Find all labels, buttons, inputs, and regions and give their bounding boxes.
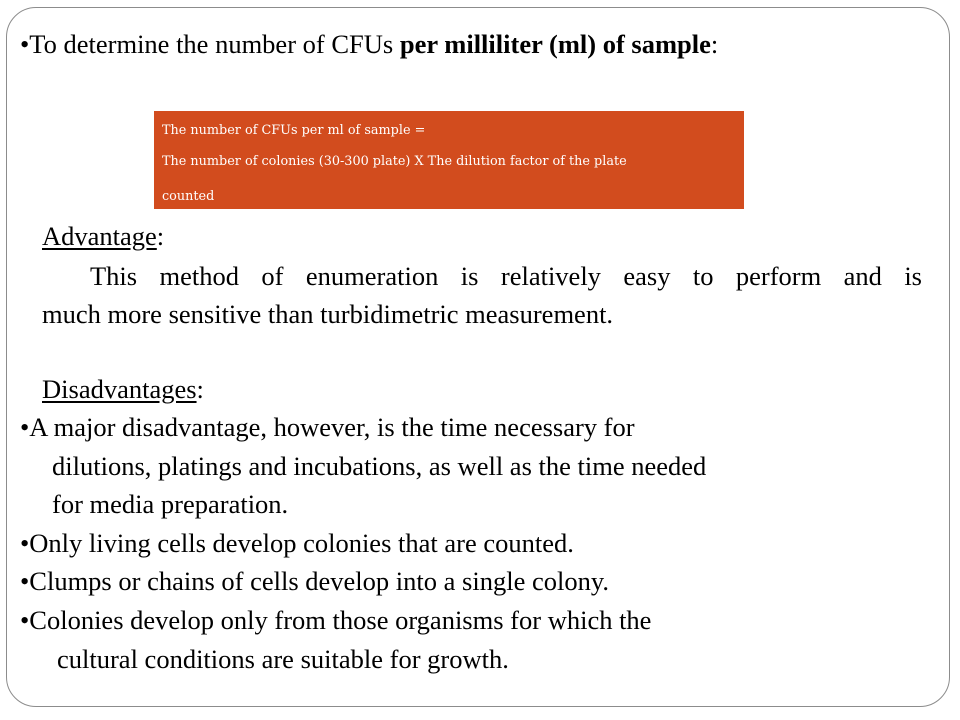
list-item: [20, 528, 574, 558]
disadvantages-heading-line: [42, 374, 204, 404]
advantage-colon: :: [156, 221, 165, 251]
list-item-continuation: [57, 644, 509, 674]
list-item-continuation: [52, 489, 288, 519]
list-item: [20, 605, 651, 635]
list-item-text: for media preparation.: [52, 489, 289, 519]
bullet-glyph: •: [20, 29, 30, 59]
intro-text-tail: :: [710, 29, 719, 59]
list-item-continuation: [52, 451, 706, 481]
formula-box: [154, 111, 744, 209]
list-item-text: Only living cells develop colonies that are counted.: [29, 528, 574, 558]
formula-line-3: counted: [162, 189, 215, 204]
formula-line-2: The number of colonies (30-300 plate) X The dilution factor of the plate: [162, 154, 627, 169]
intro-text-bold: per milliliter (ml) of sample: [399, 29, 711, 59]
intro-text: To determine the number of CFUs: [29, 29, 400, 59]
bullet-glyph: •: [20, 566, 30, 596]
list-item-text: Colonies develop only from those organisms for which the: [29, 605, 652, 635]
advantage-text-line-1: [90, 261, 922, 291]
advantage-text-2: much more sensitive than turbidimetric measurement.: [42, 299, 614, 329]
bullet-glyph: •: [20, 605, 30, 635]
list-item: [20, 566, 609, 596]
advantage-text-line-2: [42, 299, 613, 329]
list-item: [20, 412, 635, 442]
list-item-text: dilutions, platings and incubations, as well as the time needed: [52, 451, 707, 481]
list-item-text: Clumps or chains of cells develop into a single colony.: [29, 566, 609, 596]
list-item-text: A major disadvantage, however, is the time necessary for: [29, 412, 635, 442]
disadvantages-heading: Disadvantages: [42, 374, 197, 404]
bullet-glyph: •: [20, 528, 30, 558]
advantage-heading: Advantage: [42, 221, 157, 251]
formula-line-1: The number of CFUs per ml of sample =: [162, 123, 426, 138]
disadvantages-colon: :: [196, 374, 204, 404]
bullet-glyph: •: [20, 412, 30, 442]
advantage-heading-line: [42, 221, 164, 251]
advantage-text-1: This method of enumeration is relatively easy to perform and is: [90, 261, 922, 291]
intro-bullet-line: [20, 29, 718, 59]
list-item-text: cultural conditions are suitable for growth.: [57, 644, 509, 674]
